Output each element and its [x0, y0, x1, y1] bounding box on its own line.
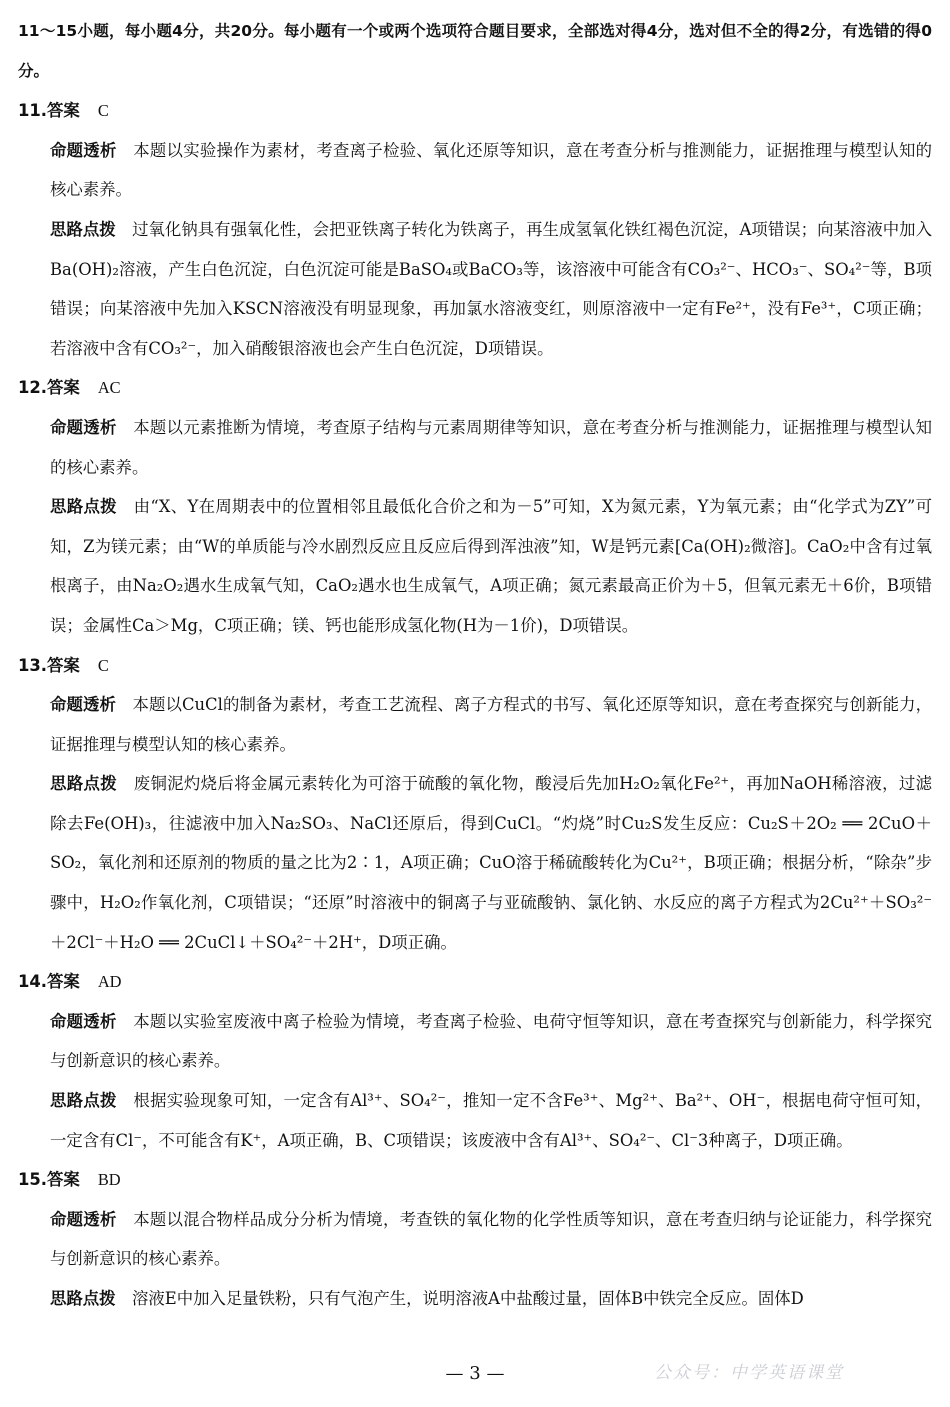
hint-text: 过氧化钠具有强氧化性，会把亚铁离子转化为铁离子，再生成氢氧化铁红褐色沉淀，A项错误；向某溶液中加入Ba(OH)₂溶液，产生白色沉淀，白色沉淀可能是BaSO₄或BaCO₃等，该溶液中可能含有CO₃²⁻、HCO₃⁻、SO₄²⁻等，B项错误；向某溶液中先加入KSCN溶液没有明显现象，再加氯水溶液变红，则原溶液中一定有Fe²⁺，没有Fe³⁺，C项正确；若溶液中含有CO₃²⁻，加入硝酸银溶液也会产生白色沉淀，D项错误。: [50, 219, 932, 358]
question-number: 13.: [18, 655, 48, 675]
intent-label: 命题透析: [50, 1209, 117, 1229]
answer-value: AC: [97, 378, 121, 398]
intent-paragraph: [18, 1200, 932, 1279]
answer-line: [18, 91, 932, 131]
question-block: [18, 646, 932, 963]
intent-label: 命题透析: [50, 695, 116, 715]
intent-label: 命题透析: [50, 417, 117, 437]
question-block: [18, 962, 932, 1160]
answer-value: AD: [97, 972, 122, 992]
intent-text: 本题以CuCl的制备为素材，考查工艺流程、离子方程式的书写、氧化还原等知识，意在考查探究与创新能力，证据推理与模型认知的核心素养。: [50, 695, 933, 754]
answer-label: 答案: [47, 972, 80, 992]
answer-label: 答案: [47, 101, 80, 121]
answer-label: 答案: [47, 655, 80, 675]
hint-paragraph: [18, 210, 932, 368]
watermark: 公众号：中学英语课堂: [654, 1363, 844, 1383]
question-block: [18, 91, 932, 368]
answer-label: 答案: [47, 1170, 80, 1190]
answer-value: C: [97, 101, 109, 121]
intent-text: 本题以元素推断为情境，考查原子结构与元素周期律等知识，意在考查分析与推测能力，证据推理与模型认知的核心素养。: [50, 417, 933, 477]
intent-text: 本题以实验室废液中离子检验为情境，考查离子检验、电荷守恒等知识，意在考查探究与创新能力，科学探究与创新意识的核心素养。: [50, 1011, 933, 1071]
answer-line: [18, 368, 932, 408]
intent-label: 命题透析: [50, 140, 117, 160]
intent-paragraph: [18, 1002, 932, 1081]
hint-text: 由“X、Y在周期表中的位置相邻且最低化合价之和为－5”可知，X为氮元素，Y为氧元素；由“化学式为ZY”可知，Z为镁元素；由“W的单质能与冷水剧烈反应且反应后得到浑浊液”知，W是钙元素[Ca(OH)₂微溶]。CaO₂中含有过氧根离子，由Na₂O₂遇水生成氧气知，CaO₂遇水也生成氧气，A项正确；氮元素最高正价为＋5，但氧元素无＋6价，B项错误；金属性Ca＞Mg，C项正确；镁、钙也能形成氢化物(H为－1价)，D项错误。: [50, 497, 933, 635]
hint-label: 思路点拨: [50, 1091, 117, 1111]
hint-text: 根据实验现象可知，一定含有Al³⁺、SO₄²⁻，推知一定不含Fe³⁺、Mg²⁺、Ba²⁺、OH⁻，根据电荷守恒可知，一定含有Cl⁻，不可能含有K⁺，A项正确，B、C项错误；该废液中含有Al³⁺、SO₄²⁻、Cl⁻3种离子，D项正确。: [50, 1091, 933, 1150]
page-number: — 3 —: [445, 1363, 505, 1384]
answer-value: C: [97, 655, 109, 675]
answer-line: [18, 1160, 932, 1200]
hint-label: 思路点拨: [50, 497, 117, 517]
question-block: [18, 1160, 932, 1318]
question-number: 11.: [18, 101, 48, 121]
document-page: [18, 12, 932, 1319]
question-number: 12.: [18, 378, 48, 398]
hint-paragraph: [18, 487, 932, 645]
answer-value: BD: [97, 1170, 121, 1190]
hint-label: 思路点拨: [50, 774, 117, 794]
intent-paragraph: [18, 408, 932, 487]
intent-text: 本题以混合物样品成分分析为情境，考查铁的氧化物的化学性质等知识，意在考查归纳与论证能力，科学探究与创新意识的核心素养。: [50, 1209, 933, 1269]
hint-label: 思路点拨: [50, 1289, 116, 1308]
question-number: 15.: [18, 1170, 48, 1190]
answer-line: [18, 646, 932, 686]
intent-text: 本题以实验操作为素材，考查离子检验、氧化还原等知识，意在考查分析与推测能力，证据推理与模型认知的核心素养。: [50, 140, 933, 200]
hint-paragraph: [18, 1279, 932, 1319]
section-intro: 11～15小题，每小题4分，共20分。每小题有一个或两个选项符合题目要求，全部选对得4分，选对但不全的得2分，有选错的得0分。: [18, 22, 932, 80]
hint-label: 思路点拨: [50, 219, 116, 239]
intent-label: 命题透析: [50, 1011, 117, 1031]
hint-text: 溶液E中加入足量铁粉，只有气泡产生，说明溶液A中盐酸过量，固体B中铁完全反应。固体D: [131, 1289, 804, 1308]
question-block: [18, 368, 932, 645]
hint-paragraph: [18, 764, 932, 962]
intent-paragraph: [18, 131, 932, 210]
hint-text: 废铜泥灼烧后将金属元素转化为可溶于硫酸的氧化物，酸浸后先加H₂O₂氧化Fe²⁺，再加NaOH稀溶液，过滤除去Fe(OH)₃，往滤液中加入Na₂SO₃、NaCl还原后，得到CuCl。“灼烧”时Cu₂S发生反应：Cu₂S＋2O₂ ══ 2CuO＋SO₂，氧化剂和还原剂的物质的量之比为2∶1，A项正确；CuO溶于稀硫酸转化为Cu²⁺，B项正确；根据分析，“除杂”步骤中，H₂O₂作氧化剂，C项错误；“还原”时溶液中的铜离子与亚硫酸钠、氯化钠、水反应的离子方程式为2Cu²⁺＋SO₃²⁻＋2Cl⁻＋H₂O ══ 2CuCl↓＋SO₄²⁻＋2H⁺，D项正确。: [50, 774, 933, 952]
answer-label: 答案: [47, 378, 80, 398]
question-list: [18, 91, 932, 1318]
answer-line: [18, 962, 932, 1002]
question-number: 14.: [18, 972, 48, 992]
hint-paragraph: [18, 1081, 932, 1160]
intent-paragraph: [18, 685, 932, 764]
